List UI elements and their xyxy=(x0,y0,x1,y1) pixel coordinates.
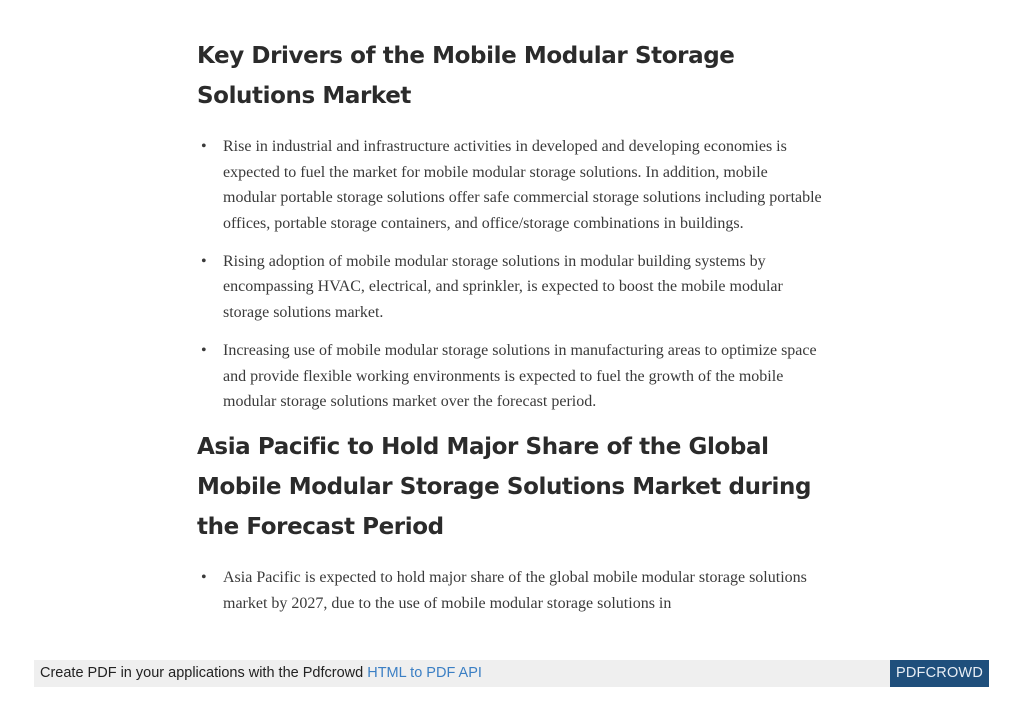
bullet-icon: • xyxy=(201,138,207,155)
bullet-icon: • xyxy=(201,252,207,270)
list-item-text: Rising adoption of mobile modular storage solutions in modular building systems by encompassing HVAC, electrical, and sprinkler, is expected to boost the mobile modular storage solutions market. xyxy=(223,252,783,321)
section-heading-asia-pacific: Asia Pacific to Hold Major Share of the Global Mobile Modular Storage Solutions Market during the Forecast Period xyxy=(197,434,812,541)
list-item xyxy=(197,249,822,326)
html-to-pdf-api-link[interactable]: HTML to PDF API xyxy=(367,665,482,681)
key-drivers-list xyxy=(197,134,822,415)
bullet-icon: • xyxy=(201,341,207,359)
pdfcrowd-footer xyxy=(34,660,989,687)
bullet-icon: • xyxy=(201,569,207,587)
list-item xyxy=(197,565,822,616)
article-content xyxy=(197,36,822,616)
list-item-text: Increasing use of mobile modular storage solutions in manufacturing areas to optimize space and provide flexible working environments is expected to fuel the growth of the mobile modular storage solutions market over the forecast period. xyxy=(223,341,817,411)
section-heading-key-drivers: Key Drivers of the Mobile Modular Storage Solutions Market xyxy=(197,43,735,109)
list-item xyxy=(197,134,822,236)
list-item-text: Asia Pacific is expected to hold major share of the global mobile modular storage solutions market by 2027, due to the use of mobile modular storage solutions in xyxy=(223,569,807,612)
pdfcrowd-badge[interactable]: PDFCROWD xyxy=(890,660,989,687)
list-item-text: Rise in industrial and infrastructure activities in developed and developing economies is expected to fuel the market for mobile modular storage solutions. In addition, mobile modular portable storage solutions offer safe commercial storage solutions including portable offices, portable storage containers, and office/storage combinations in buildings. xyxy=(223,138,822,232)
asia-pacific-list xyxy=(197,565,822,616)
list-item xyxy=(197,338,822,415)
footer-text xyxy=(40,660,482,687)
footer-message: Create PDF in your applications with the Pdfcrowd xyxy=(40,665,368,681)
